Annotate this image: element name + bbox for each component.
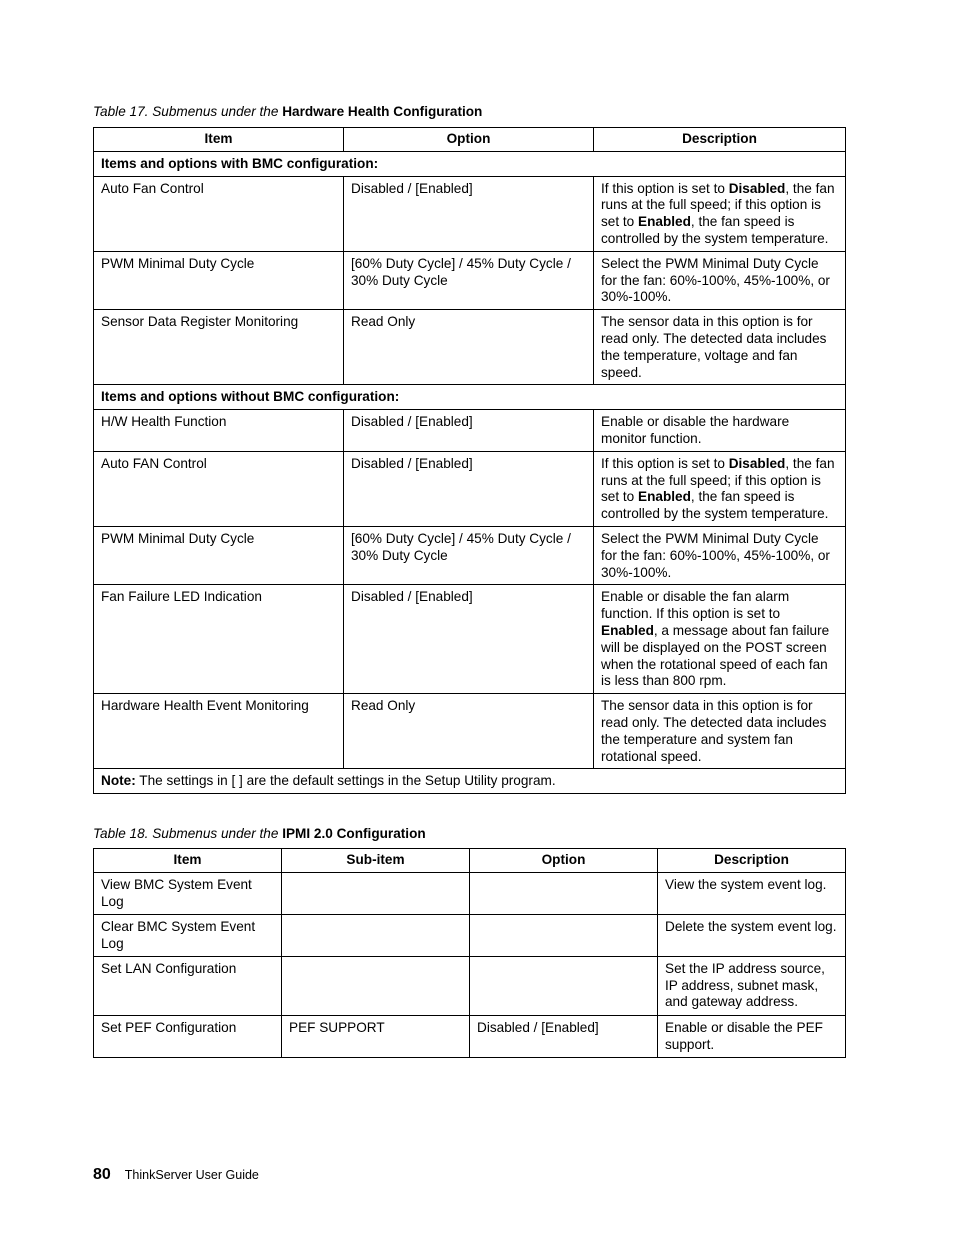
document-title: ThinkServer User Guide: [124, 1168, 259, 1182]
table-row: [94, 872, 846, 914]
option-cell: [60% Duty Cycle] / 45% Duty Cycle / 30% Duty Cycle: [344, 251, 594, 309]
description-cell: [594, 585, 846, 694]
option-cell: Disabled / [Enabled]: [344, 410, 594, 452]
description-text: , the fan runs at the full speed; if this option is set to: [601, 180, 835, 230]
description-cell: [594, 310, 846, 385]
description-cell: [594, 176, 846, 251]
description-text: Enable or disable the hardware monitor function.: [601, 414, 790, 446]
section-row-without-bmc: [94, 385, 846, 410]
table-row: [94, 251, 846, 309]
option-cell: Disabled / [Enabled]: [344, 176, 594, 251]
description-cell: [594, 410, 846, 452]
column-header-option: Option: [344, 128, 594, 152]
sub-item-cell: [282, 914, 470, 956]
option-cell: Disabled / [Enabled]: [344, 451, 594, 526]
description-cell: [594, 451, 846, 526]
note-cell: [94, 769, 846, 794]
description-cell: Set the IP address source, IP address, subnet mask, and gateway address.: [658, 956, 846, 1015]
column-header-description: Description: [658, 849, 846, 873]
table17-caption-label: Table 17. Submenus under the: [93, 104, 283, 119]
item-cell: Sensor Data Register Monitoring: [94, 310, 344, 385]
description-text: Select the PWM Minimal Duty Cycle for the fan: 60%-100%, 45%-100%, or 30%-100%.: [601, 255, 830, 305]
item-cell: Set PEF Configuration: [94, 1015, 282, 1057]
description-text: Select the PWM Minimal Duty Cycle for the fan: 60%-100%, 45%-100%, or 30%-100%.: [601, 530, 830, 580]
table-row: [94, 914, 846, 956]
table-row: [94, 526, 846, 584]
table17-caption: [93, 104, 482, 120]
table-row: [94, 585, 846, 694]
table18-caption-title: IPMI 2.0 Configuration: [282, 826, 426, 841]
option-cell: Disabled / [Enabled]: [344, 585, 594, 694]
description-cell: View the system event log.: [658, 872, 846, 914]
table18-caption: [93, 826, 426, 842]
description-emphasis: Enabled: [601, 622, 654, 638]
table-row: [94, 410, 846, 452]
description-text: The sensor data in this option is for read only. The detected data includes the temperature and system fan rotational speed.: [601, 698, 827, 764]
option-cell: Read Only: [344, 310, 594, 385]
table-row: [94, 451, 846, 526]
item-cell: H/W Health Function: [94, 410, 344, 452]
column-header-description: Description: [594, 128, 846, 152]
description-text: , the fan speed is controlled by the system temperature.: [601, 214, 829, 246]
description-emphasis: Enabled: [638, 489, 691, 505]
sub-item-cell: [282, 956, 470, 1015]
sub-item-cell: PEF SUPPORT: [282, 1015, 470, 1057]
item-cell: Set LAN Configuration: [94, 956, 282, 1015]
item-cell: Auto FAN Control: [94, 451, 344, 526]
table-row: [94, 176, 846, 251]
description-cell: Enable or disable the PEF support.: [658, 1015, 846, 1057]
option-cell: Disabled / [Enabled]: [470, 1015, 658, 1057]
item-cell: Hardware Health Event Monitoring: [94, 694, 344, 769]
item-cell: PWM Minimal Duty Cycle: [94, 526, 344, 584]
sub-item-cell: [282, 872, 470, 914]
page-footer: [93, 1166, 259, 1184]
item-cell: View BMC System Event Log: [94, 872, 282, 914]
option-cell: [470, 956, 658, 1015]
section-row-bmc: [94, 151, 846, 176]
table17-caption-title: Hardware Health Configuration: [282, 104, 483, 119]
hardware-health-table: [93, 127, 846, 794]
table-header-row: [94, 849, 846, 873]
table-header-row: [94, 128, 846, 152]
section-heading-bmc: Items and options with BMC configuration:: [94, 151, 846, 176]
table-row: [94, 694, 846, 769]
description-cell: Delete the system event log.: [658, 914, 846, 956]
option-cell: [470, 872, 658, 914]
column-header-sub-item: Sub-item: [282, 849, 470, 873]
column-header-item: Item: [94, 849, 282, 873]
description-emphasis: Disabled: [728, 455, 786, 471]
description-cell: [594, 694, 846, 769]
table18-caption-label: Table 18. Submenus under the: [93, 826, 283, 841]
table-row: [94, 1015, 846, 1057]
description-text: , the fan speed is controlled by the system temperature.: [601, 489, 829, 522]
item-cell: PWM Minimal Duty Cycle: [94, 251, 344, 309]
ipmi-configuration-table: [93, 848, 846, 1058]
note-label: Note:: [101, 773, 136, 789]
description-cell: [594, 251, 846, 309]
description-text: The sensor data in this option is for read only. The detected data includes the temperature, voltage and fan speed.: [601, 314, 827, 380]
description-cell: [594, 526, 846, 584]
option-cell: Read Only: [344, 694, 594, 769]
option-cell: [60% Duty Cycle] / 45% Duty Cycle / 30% Duty Cycle: [344, 526, 594, 584]
item-cell: Clear BMC System Event Log: [94, 914, 282, 956]
description-text: Enable or disable the fan alarm function. If this option is set to: [601, 589, 790, 622]
section-heading-without-bmc: Items and options without BMC configuration:: [94, 385, 846, 410]
item-cell: Fan Failure LED Indication: [94, 585, 344, 694]
description-text: If this option is set to: [601, 455, 729, 471]
description-emphasis: Disabled: [728, 180, 786, 196]
column-header-item: Item: [94, 128, 344, 152]
description-text: , a message about fan failure will be displayed on the POST screen when the rotational speed of each fan is less than 800 rpm.: [601, 622, 830, 689]
description-emphasis: Enabled: [638, 214, 691, 230]
description-text: , the fan runs at the full speed; if this option is set to: [601, 455, 835, 505]
note-text: The settings in [ ] are the default settings in the Setup Utility program.: [135, 773, 556, 789]
column-header-option: Option: [470, 849, 658, 873]
table-row: [94, 956, 846, 1015]
table-row: [94, 310, 846, 385]
option-cell: [470, 914, 658, 956]
item-cell: Auto Fan Control: [94, 176, 344, 251]
description-text: If this option is set to: [601, 180, 729, 196]
note-row: [94, 769, 846, 794]
page-number: 80: [93, 1166, 111, 1183]
